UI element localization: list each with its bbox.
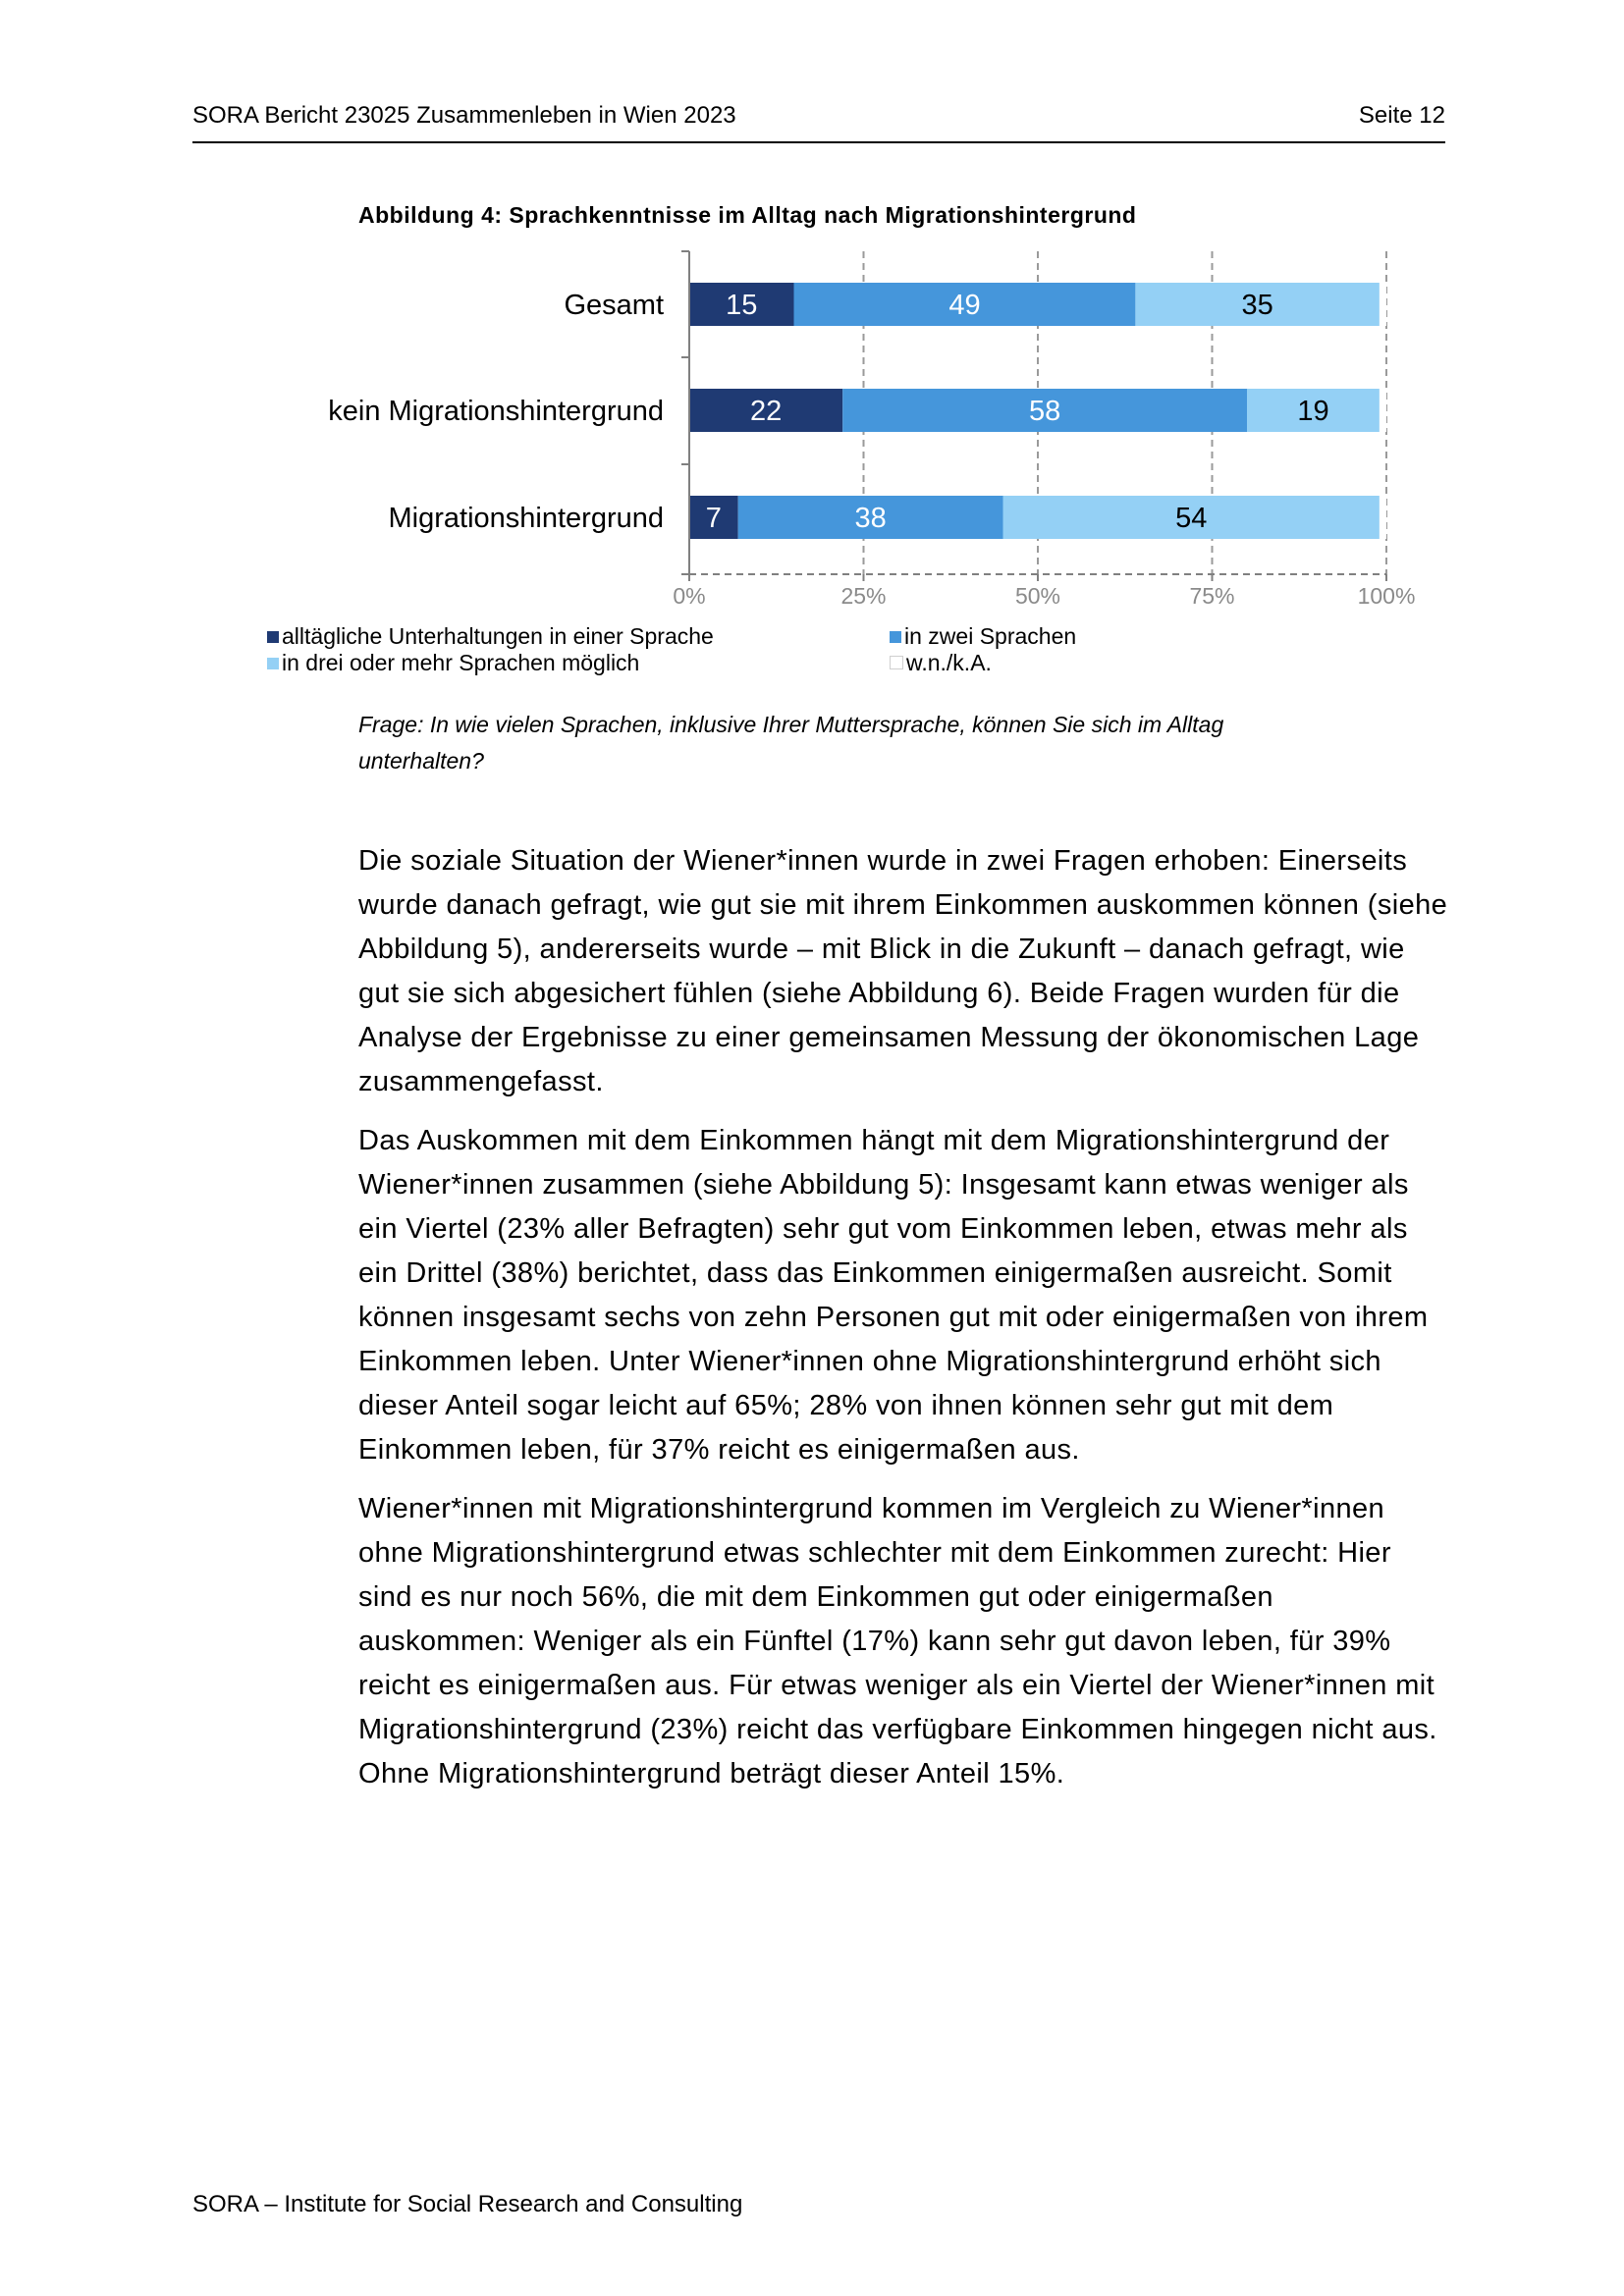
data-label: 54: [1175, 503, 1208, 534]
figure-question: Frage: In wie vielen Sprachen, inklusive Ihrer Muttersprache, können Sie sich im Alltag unterhalten?: [358, 712, 1224, 774]
figure-title: Abbildung 4: Sprachkenntnisse im Alltag nach Migrationshintergrund: [358, 202, 1137, 228]
legend-swatch: [890, 656, 903, 669]
data-label: 35: [1241, 290, 1273, 321]
legend-swatch: [267, 631, 279, 643]
report-title: SORA Bericht 23025 Zusammenleben in Wien 2023: [192, 102, 736, 129]
paragraph-2: Das Auskommen mit dem Einkommen hängt mit dem Migrationshintergrund der Wiener*innen zusammen (siehe Abbildung 5): Insgesamt kann etwas weniger als ein Viertel (23% aller Befragten) sehr gut vom Einkommen leben, etwas mehr als ein Drittel (38%) berichtet, dass das Einkommen einigermaßen ausreicht. Somit können insgesamt sechs von zehn Personen gut mit oder einigermaßen von ihrem Einkommen leben. Unter Wiener*innen ohne Migrationshintergrund erhöht sich dieser Anteil sogar leicht auf 65%; 28% von ihnen können sehr gut mit dem Einkommen leben, für 37% reicht es einigermaßen aus.: [358, 1125, 1429, 1466]
bar-segment: [1380, 283, 1386, 326]
bar-segment: [1380, 496, 1386, 539]
data-label: 58: [1028, 396, 1061, 427]
legend-item: [890, 623, 1076, 650]
legend-label: alltägliche Unterhaltungen in einer Sprache: [282, 623, 714, 649]
x-tick-label: 25%: [840, 583, 887, 609]
x-tick-label: 100%: [1357, 583, 1416, 609]
category-label: Gesamt: [564, 290, 664, 321]
category-label: Migrationshintergrund: [388, 503, 664, 534]
bar-segment: [1380, 389, 1386, 432]
legend-swatch: [890, 631, 901, 643]
page-number: Seite 12: [1358, 102, 1445, 129]
x-tick-label: 0%: [673, 583, 706, 609]
legend-swatch: [267, 658, 279, 669]
legend-label: in drei oder mehr Sprachen möglich: [282, 650, 640, 675]
legend-item: [267, 623, 714, 650]
category-label: kein Migrationshintergrund: [328, 396, 664, 427]
legend-item: [267, 650, 639, 676]
data-label: 19: [1297, 396, 1329, 427]
paragraph-1: Die soziale Situation der Wiener*innen wurde in zwei Fragen erhoben: Einerseits wurde danach gefragt, wie gut sie mit ihrem Einkommen auskommen können (siehe Abbildung 5), andererseits wurde – mit Blick in die Zukunft – danach gefragt, wie gut sie sich abgesichert fühlen (siehe Abbildung 6). Beide Fragen wurden für die Analyse der Ergebnisse zu einer gemeinsamen Messung der ökonomischen Lage zusammengefasst.: [358, 845, 1448, 1097]
x-tick-label: 50%: [1014, 583, 1061, 609]
stacked-bar-chart: [0, 0, 1624, 687]
body-text: [358, 839, 1448, 1811]
legend-item: [890, 650, 992, 676]
data-label: 49: [948, 290, 981, 321]
x-tick-label: 75%: [1189, 583, 1235, 609]
data-label: 38: [854, 503, 887, 534]
data-label: 22: [749, 396, 783, 427]
page-footer: SORA – Institute for Social Research and Consulting: [192, 2191, 743, 2217]
legend-label: w.n./k.A.: [906, 650, 992, 675]
legend-label: in zwei Sprachen: [904, 623, 1077, 649]
paragraph-3: Wiener*innen mit Migrationshintergrund kommen im Vergleich zu Wiener*innen ohne Migrationshintergrund etwas schlechter mit dem Einkommen zurecht: Hier sind es nur noch 56%, die mit dem Einkommen gut oder einigermaßen auskommen: Weniger als ein Fünftel (17%) kann sehr gut davon leben, für 39% reicht es einigermaßen aus. Für etwas weniger als ein Viertel der Wiener*innen mit Migrationshintergrund (23%) reicht das verfügbare Einkommen hingegen nicht aus. Ohne Migrationshintergrund beträgt dieser Anteil 15%.: [358, 1493, 1437, 1789]
data-label: 15: [726, 290, 758, 321]
data-label: 7: [705, 503, 722, 534]
